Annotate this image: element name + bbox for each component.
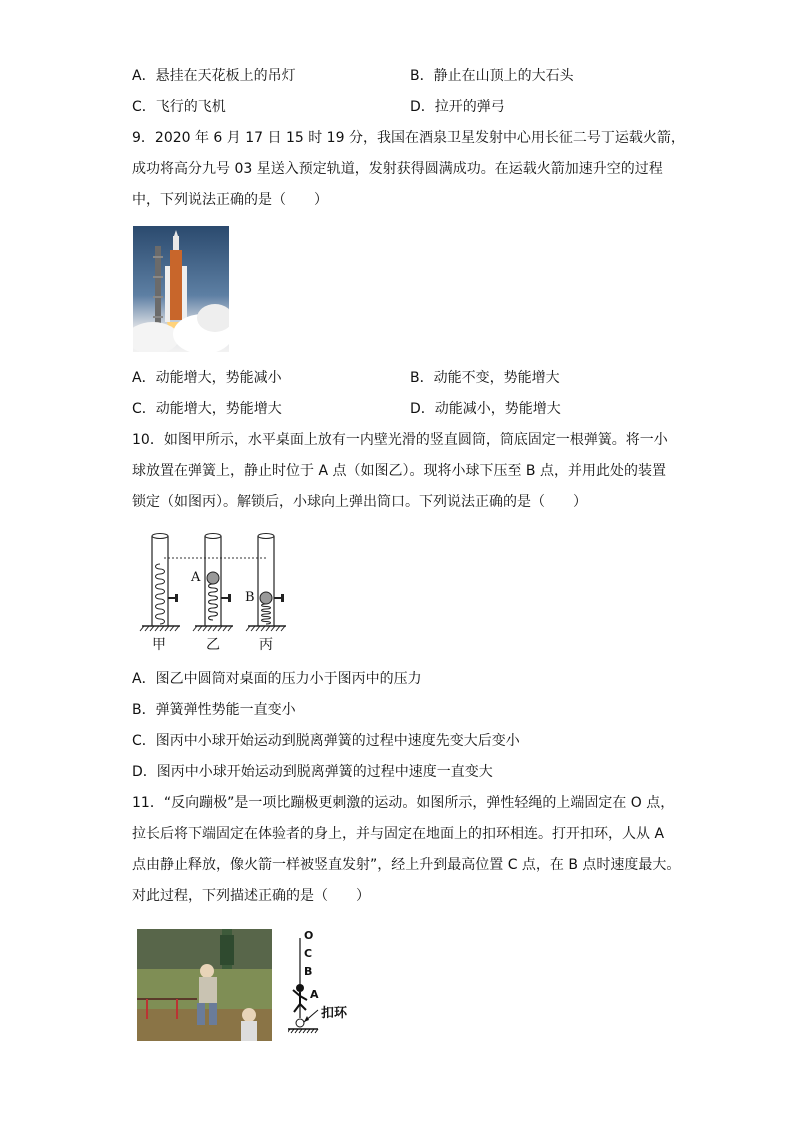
q11-stem-line-2: 拉长后将下端固定在体验者的身上，并与固定在地面上的扣环相连。打开扣环，人从 A — [132, 826, 665, 842]
q8-option-c: C．飞行的飞机 — [132, 99, 226, 115]
label-jia: 甲 — [152, 637, 166, 653]
q10-option-a: A．图乙中圆筒对桌面的压力小于图丙中的压力 — [132, 671, 422, 687]
spring-cylinder-diagram — [138, 530, 298, 652]
q10-stem-line-2: 球放置在弹簧上，静止时位于 A 点（如图乙）。现将小球下压至 B 点，并用此处的装置 — [132, 463, 666, 479]
q8-option-b: B．静止在山顶上的大石头 — [410, 68, 574, 84]
label-bing: 丙 — [259, 637, 273, 653]
q8-option-a: A．悬挂在天花板上的吊灯 — [132, 68, 296, 84]
q11-stem-line-1: 11．“反向蹦极”是一项比蹦极更刺激的运动。如图所示，弹性轻绳的上端固定在 O 点， — [132, 795, 675, 811]
q9-option-c: C．动能增大，势能增大 — [132, 401, 282, 417]
label-yi: 乙 — [206, 637, 220, 653]
label-a: A — [191, 570, 201, 585]
q9-option-b: B．动能不变，势能增大 — [410, 370, 560, 386]
q8-option-d: D．拉开的弹弓 — [410, 99, 505, 115]
q9-option-a: A．动能增大，势能减小 — [132, 370, 282, 386]
point-o-label: O — [304, 929, 314, 942]
rocket-launch-photo — [133, 226, 229, 352]
label-b: B — [245, 590, 255, 605]
q10-option-c: C．图丙中小球开始运动到脱离弹簧的过程中速度先变大后变小 — [132, 733, 520, 749]
point-c-label: C — [304, 947, 313, 960]
ring-label: 扣环 — [321, 1006, 348, 1021]
q10-option-b: B．弹簧弹性势能一直变小 — [132, 702, 296, 718]
q9-stem-line-1: 9．2020 年 6 月 17 日 15 时 19 分，我国在酒泉卫星发射中心用长征二号丁运载火箭， — [132, 130, 685, 146]
q11-stem-line-3: 点由静止释放，像火箭一样被竖直发射”，经上升到最高位置 C 点，在 B 点时速度最大。 — [132, 857, 681, 873]
q9-stem-line-2: 成功将高分九号 03 星送入预定轨道，发射获得圆满成功。在运载火箭加速升空的过程 — [132, 161, 663, 177]
reverse-bungee-diagram — [288, 928, 368, 1043]
q10-option-d: D．图丙中小球开始运动到脱离弹簧的过程中速度一直变大 — [132, 764, 493, 780]
q9-option-d: D．动能减小，势能增大 — [410, 401, 561, 417]
q10-stem-line-1: 10．如图甲所示，水平桌面上放有一内壁光滑的竖直圆筒，筒底固定一根弹簧。将一小 — [132, 432, 668, 448]
q11-stem-line-4: 对此过程，下列描述正确的是（ ） — [132, 888, 370, 904]
q10-stem-line-3: 锁定（如图丙）。解锁后，小球向上弹出筒口。下列说法正确的是（ ） — [132, 494, 587, 510]
point-a-label: A — [310, 988, 319, 1001]
point-b-label: B — [304, 965, 313, 978]
q9-stem-line-3: 中，下列说法正确的是（ ） — [132, 192, 328, 208]
reverse-bungee-photo — [137, 929, 272, 1041]
